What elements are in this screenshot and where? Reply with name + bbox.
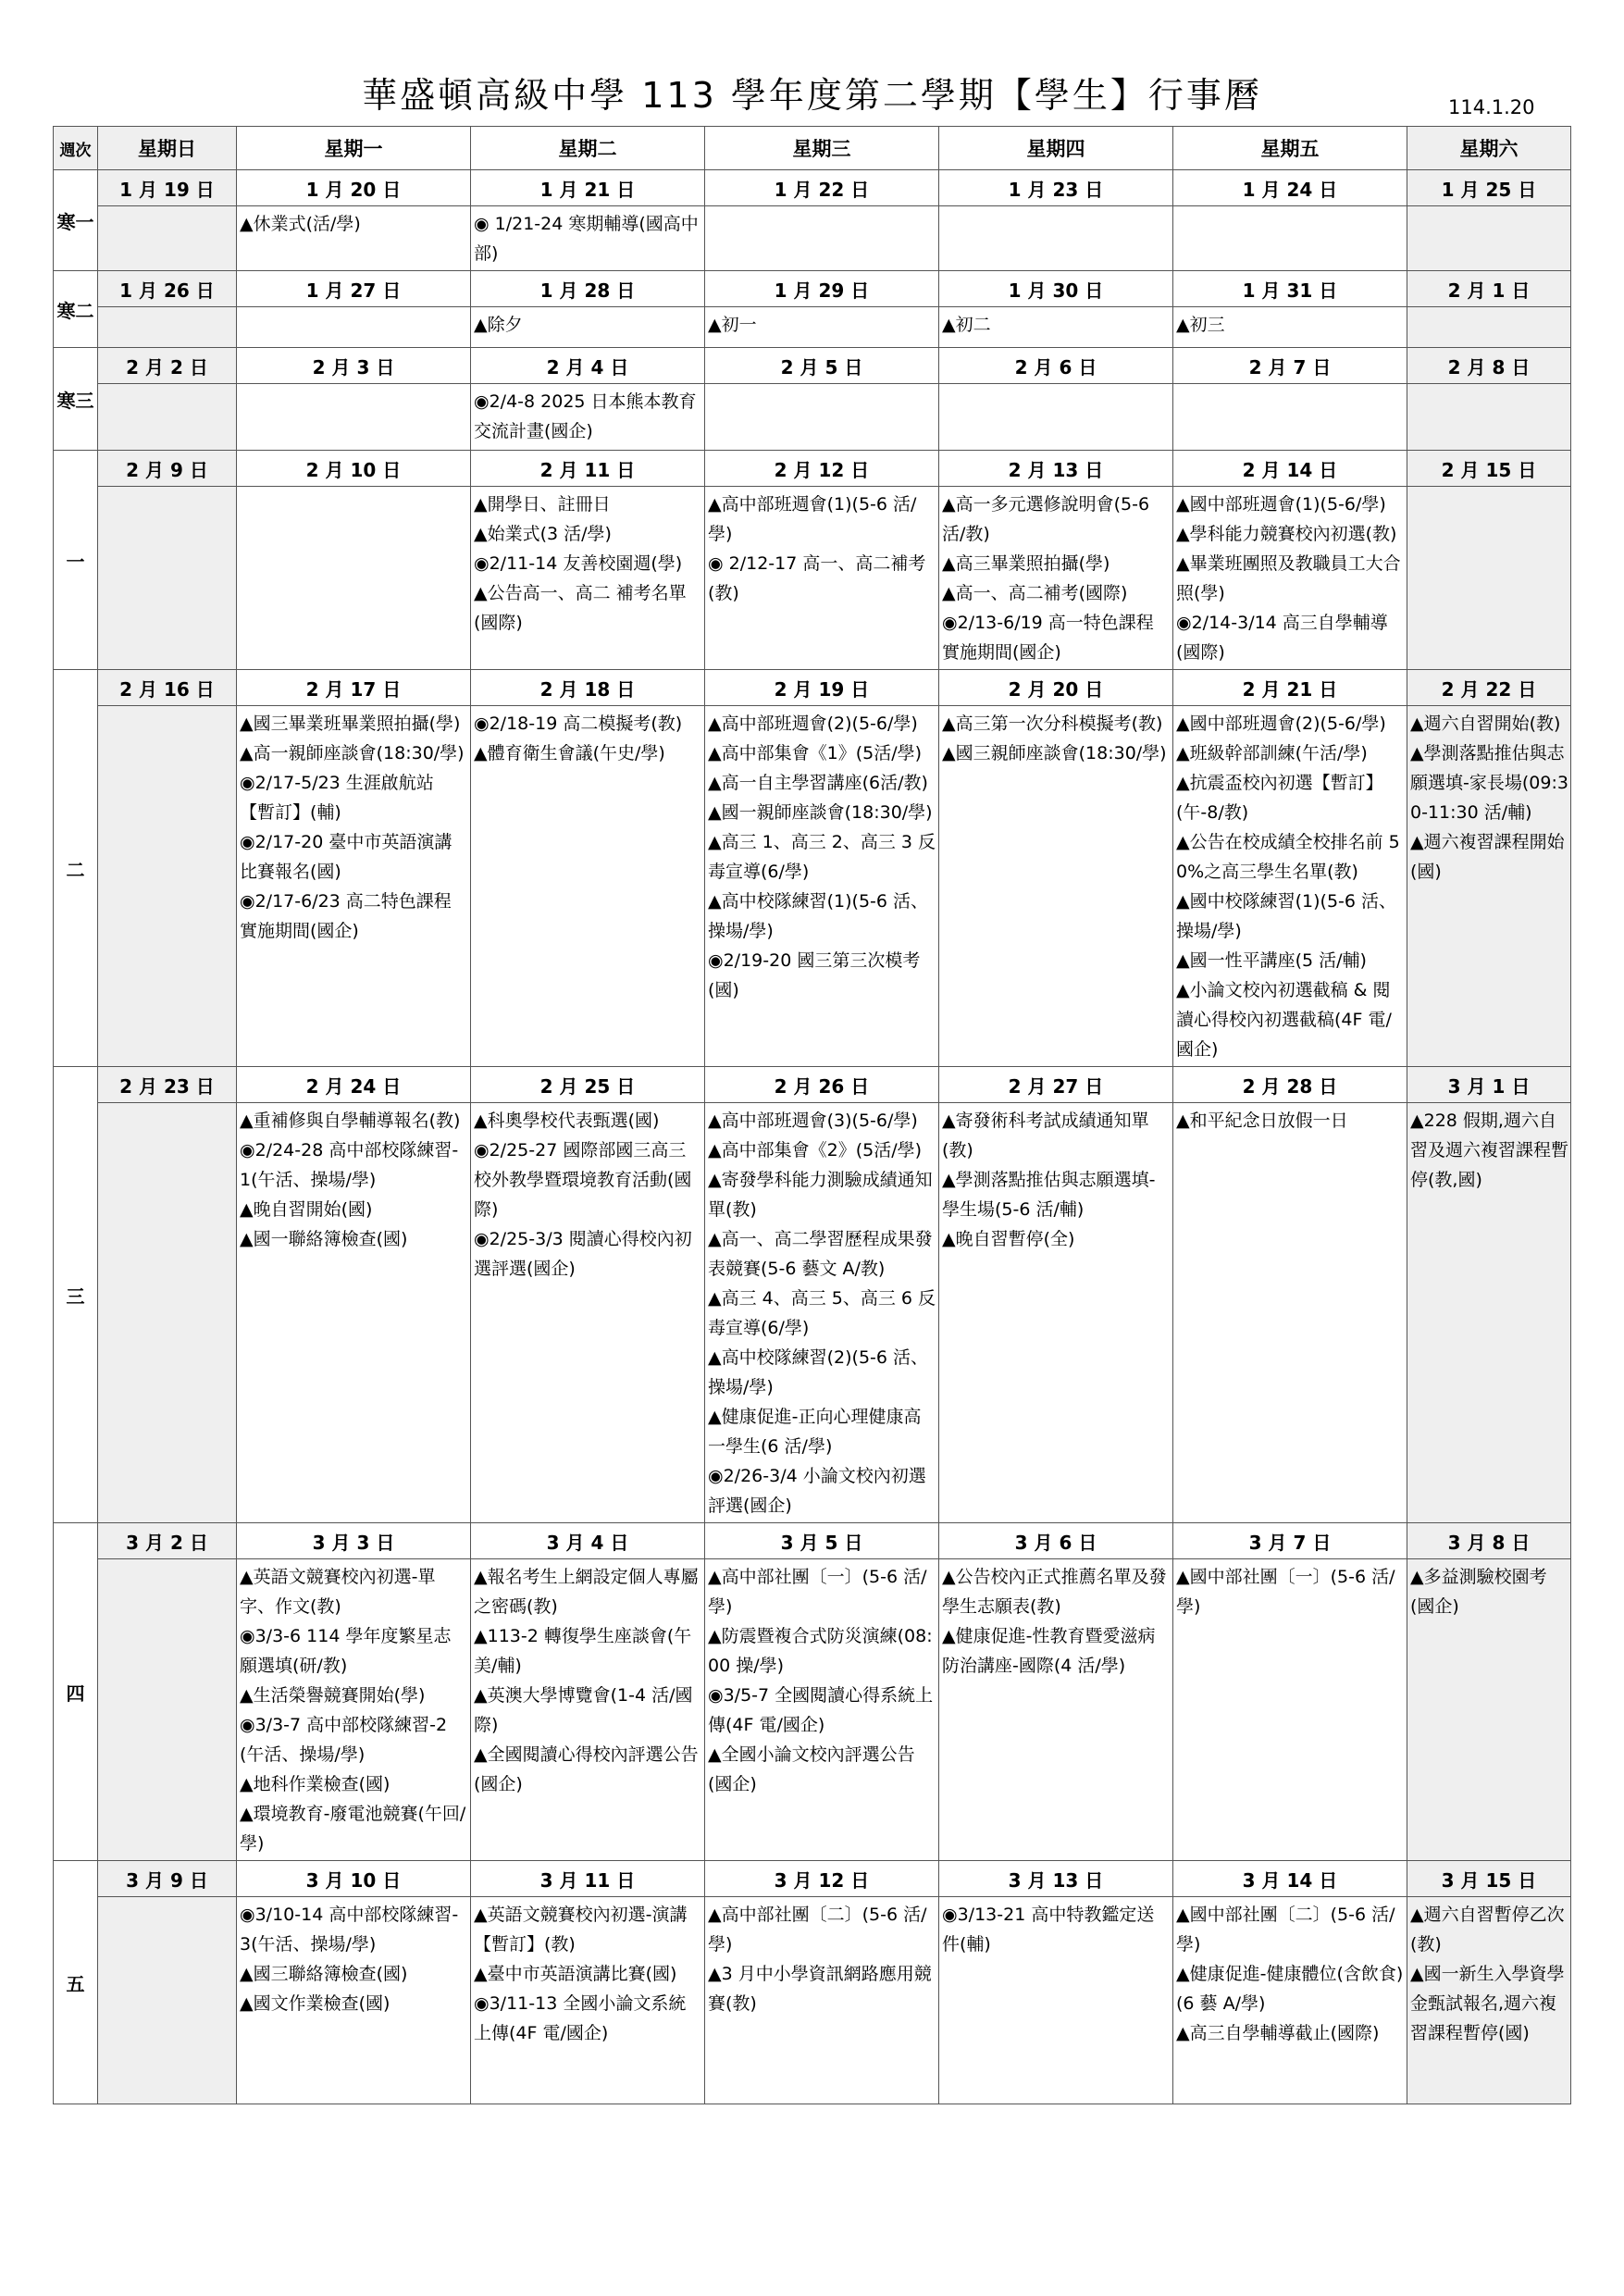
date-cell-tuesday: 3 月 11 日 [471,1861,705,1897]
date-cell-friday: 3 月 14 日 [1173,1861,1407,1897]
event-item: ▲國一性平講座(5 活/輔) [1176,950,1367,971]
date-cell-tuesday: 1 月 28 日 [471,271,705,307]
event-item: ▲抗震盃校內初選【暫訂】(午-8/教) [1176,773,1383,823]
events-cell-thursday [939,206,1173,271]
event-item: ◉3/3-7 高中部校隊練習-2(午活、操場/學) [240,1715,448,1765]
events-cell-saturday [1407,384,1571,451]
event-item: ▲小論文校內初選截稿 & 閱讀心得校內初選截稿(4F 電/國企) [1176,980,1392,1060]
event-item: ▲健康促進-性教育暨愛滋病防治講座-國際(4 活/學) [942,1626,1156,1676]
events-cell-thursday [939,487,1173,670]
date-row [54,170,1571,206]
week-label: 五 [54,1861,98,2104]
date-cell-friday: 2 月 14 日 [1173,451,1407,487]
events-row [54,706,1571,1067]
events-cell-saturday [1407,1559,1571,1861]
event-item: ▲高三第一次分科模擬考(教) [942,714,1163,734]
event-item: ▲開學日、註冊日 [474,494,611,515]
col-monday: 星期一 [237,127,471,170]
events-cell-sunday [98,206,237,271]
event-item: ▲週六自習開始(教) [1410,714,1561,734]
event-item: ▲全國閱讀心得校內評選公告(國企) [474,1744,699,1794]
events-cell-wednesday [705,706,939,1067]
col-sunday: 星期日 [98,127,237,170]
event-item: ▲健康促進-正向心理健康高一學生(6 活/學) [708,1407,922,1457]
events-cell-thursday [939,706,1173,1067]
event-item: ◉2/4-8 2025 日本熊本教育交流計畫(國企) [474,391,697,441]
events-row [54,1897,1571,2104]
event-item: ▲多益測驗校園考(國企) [1410,1567,1547,1617]
events-cell-saturday [1407,487,1571,670]
date-cell-sunday: 2 月 2 日 [98,348,237,384]
event-item: ▲週六複習課程開始(國) [1410,832,1565,882]
date-cell-monday: 2 月 24 日 [237,1067,471,1103]
events-cell-monday [237,706,471,1067]
events-cell-saturday [1407,1897,1571,2104]
event-item: ▲高三畢業照拍攝(學) [942,553,1110,574]
events-cell-sunday [98,487,237,670]
col-tuesday: 星期二 [471,127,705,170]
date-cell-friday: 3 月 7 日 [1173,1523,1407,1559]
event-item: ▲228 假期,週六自習及週六複習課程暫停(教,國) [1410,1111,1568,1190]
event-item: ▲高中校隊練習(1)(5-6 活、操場/學) [708,891,929,941]
event-item: ▲高三 1、高三 2、高三 3 反毒宣導(6/學) [708,832,936,882]
events-cell-monday [237,1103,471,1523]
event-item: ▲國一聯絡簿檢查(國) [240,1229,408,1249]
date-cell-tuesday: 2 月 11 日 [471,451,705,487]
date-cell-tuesday: 2 月 4 日 [471,348,705,384]
events-cell-friday [1173,487,1407,670]
event-item: ▲國中部社團〔二〕(5-6 活/學) [1176,1905,1395,1955]
events-cell-sunday [98,384,237,451]
date-cell-sunday: 2 月 16 日 [98,670,237,706]
date-cell-friday: 1 月 31 日 [1173,271,1407,307]
event-item: ▲高中校隊練習(2)(5-6 活、操場/學) [708,1347,929,1397]
event-item: ▲體育衛生會議(午史/學) [474,743,665,763]
events-row [54,1103,1571,1523]
events-cell-sunday [98,1103,237,1523]
event-item: ▲和平紀念日放假一日 [1176,1111,1348,1131]
date-cell-sunday: 1 月 26 日 [98,271,237,307]
date-cell-friday: 2 月 28 日 [1173,1067,1407,1103]
events-cell-thursday [939,307,1173,348]
date-cell-thursday: 3 月 13 日 [939,1861,1173,1897]
events-cell-thursday [939,1897,1173,2104]
date-cell-saturday: 3 月 1 日 [1407,1067,1571,1103]
date-cell-tuesday: 3 月 4 日 [471,1523,705,1559]
event-item: ▲科奧學校代表甄選(國) [474,1111,660,1131]
event-item: ◉3/11-13 全國小論文系統上傳(4F 電/國企) [474,1993,687,2043]
date-cell-thursday: 2 月 27 日 [939,1067,1173,1103]
col-friday: 星期五 [1173,127,1407,170]
event-item: ▲國三聯絡簿檢查(國) [240,1964,408,1984]
week-label: 一 [54,451,98,670]
events-row [54,307,1571,348]
date-cell-sunday: 1 月 19 日 [98,170,237,206]
date-cell-saturday: 2 月 1 日 [1407,271,1571,307]
events-cell-thursday [939,1103,1173,1523]
date-cell-tuesday: 2 月 25 日 [471,1067,705,1103]
events-cell-friday [1173,1559,1407,1861]
events-row [54,487,1571,670]
events-cell-sunday [98,1897,237,2104]
date-cell-wednesday: 2 月 19 日 [705,670,939,706]
date-cell-monday: 3 月 3 日 [237,1523,471,1559]
date-cell-wednesday: 1 月 22 日 [705,170,939,206]
date-cell-thursday: 2 月 20 日 [939,670,1173,706]
event-item: ▲防震暨複合式防災演練(08:00 操/學) [708,1626,933,1676]
date-row [54,1067,1571,1103]
date-row [54,348,1571,384]
events-cell-wednesday [705,1897,939,2104]
date-cell-monday: 1 月 20 日 [237,170,471,206]
events-cell-thursday [939,1559,1173,1861]
header-row [54,127,1571,170]
events-cell-monday [237,487,471,670]
page-title: 華盛頓高級中學 113 學年度第二學期【學生】行事曆 [362,75,1262,116]
event-item: ◉2/26-3/4 小論文校內初選評選(國企) [708,1466,926,1516]
event-item: ▲初二 [942,315,991,335]
events-cell-wednesday [705,307,939,348]
events-cell-monday [237,1559,471,1861]
date-cell-friday: 2 月 7 日 [1173,348,1407,384]
date-cell-monday: 1 月 27 日 [237,271,471,307]
events-cell-saturday [1407,706,1571,1067]
event-item: ▲高三 4、高三 5、高三 6 反毒宣導(6/學) [708,1288,936,1338]
event-item: ▲全國小論文校內評選公告(國企) [708,1744,915,1794]
events-cell-tuesday [471,307,705,348]
event-item: ▲健康促進-健康體位(含飲食)(6 藝 A/學) [1176,1964,1404,2014]
events-row [54,384,1571,451]
event-item: ◉3/3-6 114 學年度繁星志願選填(研/教) [240,1626,452,1676]
event-item: ◉3/10-14 高中部校隊練習-3(午活、操場/學) [240,1905,459,1955]
date-cell-wednesday: 2 月 26 日 [705,1067,939,1103]
event-item: ▲高三自學輔導截止(國際) [1176,2023,1380,2043]
event-item: ◉2/17-6/23 高二特色課程實施期間(國企) [240,891,452,941]
event-item: ▲臺中市英語演講比賽(國) [474,1964,677,1984]
week-label: 四 [54,1523,98,1861]
events-cell-wednesday [705,384,939,451]
event-item: ▲班級幹部訓練(午活/學) [1176,743,1368,763]
event-item: ▲高中部班週會(1)(5-6 活/學) [708,494,917,544]
date-cell-thursday: 1 月 30 日 [939,271,1173,307]
event-item: ▲英語文競賽校內初選-演講【暫訂】(教) [474,1905,688,1955]
events-cell-sunday [98,1559,237,1861]
event-item: ▲公告高一、高二 補考名單(國際) [474,583,687,633]
events-cell-tuesday [471,1559,705,1861]
date-row [54,271,1571,307]
event-item: ◉2/17-20 臺中市英語演講比賽報名(國) [240,832,452,882]
date-cell-monday: 2 月 3 日 [237,348,471,384]
col-thursday: 星期四 [939,127,1173,170]
date-cell-sunday: 3 月 2 日 [98,1523,237,1559]
events-cell-tuesday [471,487,705,670]
events-row [54,206,1571,271]
event-item: ◉2/17-5/23 生涯啟航站【暫訂】(輔) [240,773,434,823]
event-item: ▲初一 [708,315,757,335]
event-item: ▲國一親師座談會(18:30/學) [708,802,933,823]
date-cell-wednesday: 1 月 29 日 [705,271,939,307]
event-item: ▲高一、高二學習歷程成果發表競賽(5-6 藝文 A/教) [708,1229,933,1279]
events-cell-tuesday [471,1897,705,2104]
events-cell-friday [1173,706,1407,1067]
date-cell-wednesday: 3 月 5 日 [705,1523,939,1559]
event-item: ▲寄發術科考試成績通知單(教) [942,1111,1149,1160]
event-item: ◉ 1/21-24 寒期輔導(國高中部) [474,214,699,264]
calendar-table [53,126,1571,2104]
event-item: ▲始業式(3 活/學) [474,524,612,544]
events-cell-tuesday [471,1103,705,1523]
date-row [54,1523,1571,1559]
event-item: ◉2/14-3/14 高三自學輔導(國際) [1176,613,1388,663]
date-cell-monday: 3 月 10 日 [237,1861,471,1897]
event-item: ▲高中部班週會(2)(5-6/學) [708,714,918,734]
event-item: ▲重補修與自學輔導報名(教) [240,1111,461,1131]
date-cell-saturday: 3 月 15 日 [1407,1861,1571,1897]
event-item: ▲高中部社團〔二〕(5-6 活/學) [708,1905,927,1955]
date-cell-tuesday: 1 月 21 日 [471,170,705,206]
date-cell-monday: 2 月 10 日 [237,451,471,487]
event-item: ◉2/25-27 國際部國三高三校外教學暨環境教育活動(國際) [474,1140,692,1220]
event-item: ▲學科能力競賽校內初選(教) [1176,524,1397,544]
event-item: ▲3 月中小學資訊網路應用競賽(教) [708,1964,932,2014]
events-row [54,1559,1571,1861]
event-item: ◉2/24-28 高中部校隊練習-1(午活、操場/學) [240,1140,459,1190]
events-cell-saturday [1407,1103,1571,1523]
date-row [54,670,1571,706]
event-item: ▲國中部班週會(1)(5-6/學) [1176,494,1386,515]
issue-date: 114.1.20 [1448,96,1535,118]
events-cell-thursday [939,384,1173,451]
events-cell-friday [1173,1897,1407,2104]
event-item: ▲高一多元選修說明會(5-6 活/教) [942,494,1150,544]
event-item: ▲英澳大學博覽會(1-4 活/國際) [474,1685,693,1735]
event-item: ▲高中部集會《1》(5活/學) [708,743,923,763]
week-label: 寒二 [54,271,98,348]
date-cell-friday: 1 月 24 日 [1173,170,1407,206]
date-cell-sunday: 2 月 9 日 [98,451,237,487]
week-label: 二 [54,670,98,1067]
event-item: ▲學測落點推估與志願選填-家長場(09:30-11:30 活/輔) [1410,743,1568,823]
event-item: ▲國中部班週會(2)(5-6/學) [1176,714,1386,734]
col-wednesday: 星期三 [705,127,939,170]
date-cell-saturday: 1 月 25 日 [1407,170,1571,206]
events-cell-sunday [98,706,237,1067]
events-cell-saturday [1407,307,1571,348]
event-item: ▲週六自習暫停乙次(教) [1410,1905,1565,1955]
week-label: 寒一 [54,170,98,271]
date-cell-saturday: 2 月 8 日 [1407,348,1571,384]
event-item: ◉2/25-3/3 閱讀心得校內初選評選(國企) [474,1229,692,1279]
date-cell-thursday: 1 月 23 日 [939,170,1173,206]
event-item: ◉3/13-21 高中特教鑑定送件(輔) [942,1905,1155,1955]
events-cell-sunday [98,307,237,348]
event-item: ▲生活榮譽競賽開始(學) [240,1685,426,1706]
col-saturday: 星期六 [1407,127,1571,170]
date-cell-wednesday: 3 月 12 日 [705,1861,939,1897]
events-cell-wednesday [705,487,939,670]
events-cell-saturday [1407,206,1571,271]
date-row [54,1861,1571,1897]
event-item: ◉2/13-6/19 高一特色課程實施期間(國企) [942,613,1154,663]
date-cell-sunday: 3 月 9 日 [98,1861,237,1897]
event-item: ◉ 2/12-17 高一、高二補考(教) [708,553,926,603]
col-week: 週次 [54,127,98,170]
event-item: ▲高一親師座談會(18:30/學) [240,743,465,763]
event-item: ▲國三畢業班畢業照拍攝(學) [240,714,461,734]
date-cell-tuesday: 2 月 18 日 [471,670,705,706]
event-item: ▲學測落點推估與志願選填-學生場(5-6 活/輔) [942,1170,1156,1220]
event-item: ▲畢業班團照及教職員工大合照(學) [1176,553,1401,603]
event-item: ◉2/19-20 國三第三次模考(國) [708,950,921,1000]
week-label: 寒三 [54,348,98,451]
event-item: ▲寄發學科能力測驗成績通知單(教) [708,1170,933,1220]
event-item: ▲國三親師座談會(18:30/學) [942,743,1167,763]
events-cell-tuesday [471,206,705,271]
events-cell-friday [1173,307,1407,348]
date-cell-thursday: 2 月 13 日 [939,451,1173,487]
date-cell-sunday: 2 月 23 日 [98,1067,237,1103]
event-item: ▲公告在校成績全校排名前 50%之高三學生名單(教) [1176,832,1400,882]
date-cell-thursday: 2 月 6 日 [939,348,1173,384]
events-cell-friday [1173,1103,1407,1523]
date-cell-saturday: 2 月 22 日 [1407,670,1571,706]
event-item: ▲晚自習暫停(全) [942,1229,1075,1249]
event-item: ▲公告校內正式推薦名單及發學生志願表(教) [942,1567,1167,1617]
events-cell-wednesday [705,1103,939,1523]
event-item: ▲初三 [1176,315,1225,335]
event-item: ▲報名考生上網設定個人專屬之密碼(教) [474,1567,699,1617]
event-item: ▲高一自主學習講座(6活/教) [708,773,928,793]
event-item: ▲除夕 [474,315,523,335]
date-cell-wednesday: 2 月 5 日 [705,348,939,384]
event-item: ▲高一、高二補考(國際) [942,583,1128,603]
event-item: ▲高中部社團〔一〕(5-6 活/學) [708,1567,927,1617]
event-item: ◉2/18-19 高二模擬考(教) [474,714,683,734]
date-cell-saturday: 2 月 15 日 [1407,451,1571,487]
event-item: ▲高中部集會《2》(5活/學) [708,1140,923,1160]
event-item: ▲地科作業檢查(國) [240,1774,391,1794]
event-item: ▲晚自習開始(國) [240,1199,373,1220]
event-item: ▲休業式(活/學) [240,214,361,234]
date-cell-monday: 2 月 17 日 [237,670,471,706]
event-item: ▲國一新生入學資學金甄試報名,週六複習課程暫停(國) [1410,1964,1565,2043]
events-cell-tuesday [471,384,705,451]
event-item: ◉3/5-7 全國閱讀心得系統上傳(4F 電/國企) [708,1685,934,1735]
date-row [54,451,1571,487]
week-label: 三 [54,1067,98,1523]
event-item: ▲113-2 轉復學生座談會(午美/輔) [474,1626,692,1676]
event-item: ▲國文作業檢查(國) [240,1993,391,2014]
date-cell-friday: 2 月 21 日 [1173,670,1407,706]
event-item: ◉2/11-14 友善校園週(學) [474,553,683,574]
event-item: ▲英語文競賽校內初選-單字、作文(教) [240,1567,436,1617]
event-item: ▲高中部班週會(3)(5-6/學) [708,1111,918,1131]
date-cell-wednesday: 2 月 12 日 [705,451,939,487]
events-cell-monday [237,1897,471,2104]
date-cell-thursday: 3 月 6 日 [939,1523,1173,1559]
events-cell-friday [1173,384,1407,451]
events-cell-monday [237,384,471,451]
event-item: ▲國中部社團〔一〕(5-6 活/學) [1176,1567,1395,1617]
event-item: ▲環境教育-廢電池競賽(午回/學) [240,1804,466,1854]
events-cell-monday [237,307,471,348]
events-cell-wednesday [705,1559,939,1861]
event-item: ▲國中校隊練習(1)(5-6 活、操場/學) [1176,891,1397,941]
date-cell-saturday: 3 月 8 日 [1407,1523,1571,1559]
events-cell-wednesday [705,206,939,271]
events-cell-monday [237,206,471,271]
events-cell-tuesday [471,706,705,1067]
events-cell-friday [1173,206,1407,271]
